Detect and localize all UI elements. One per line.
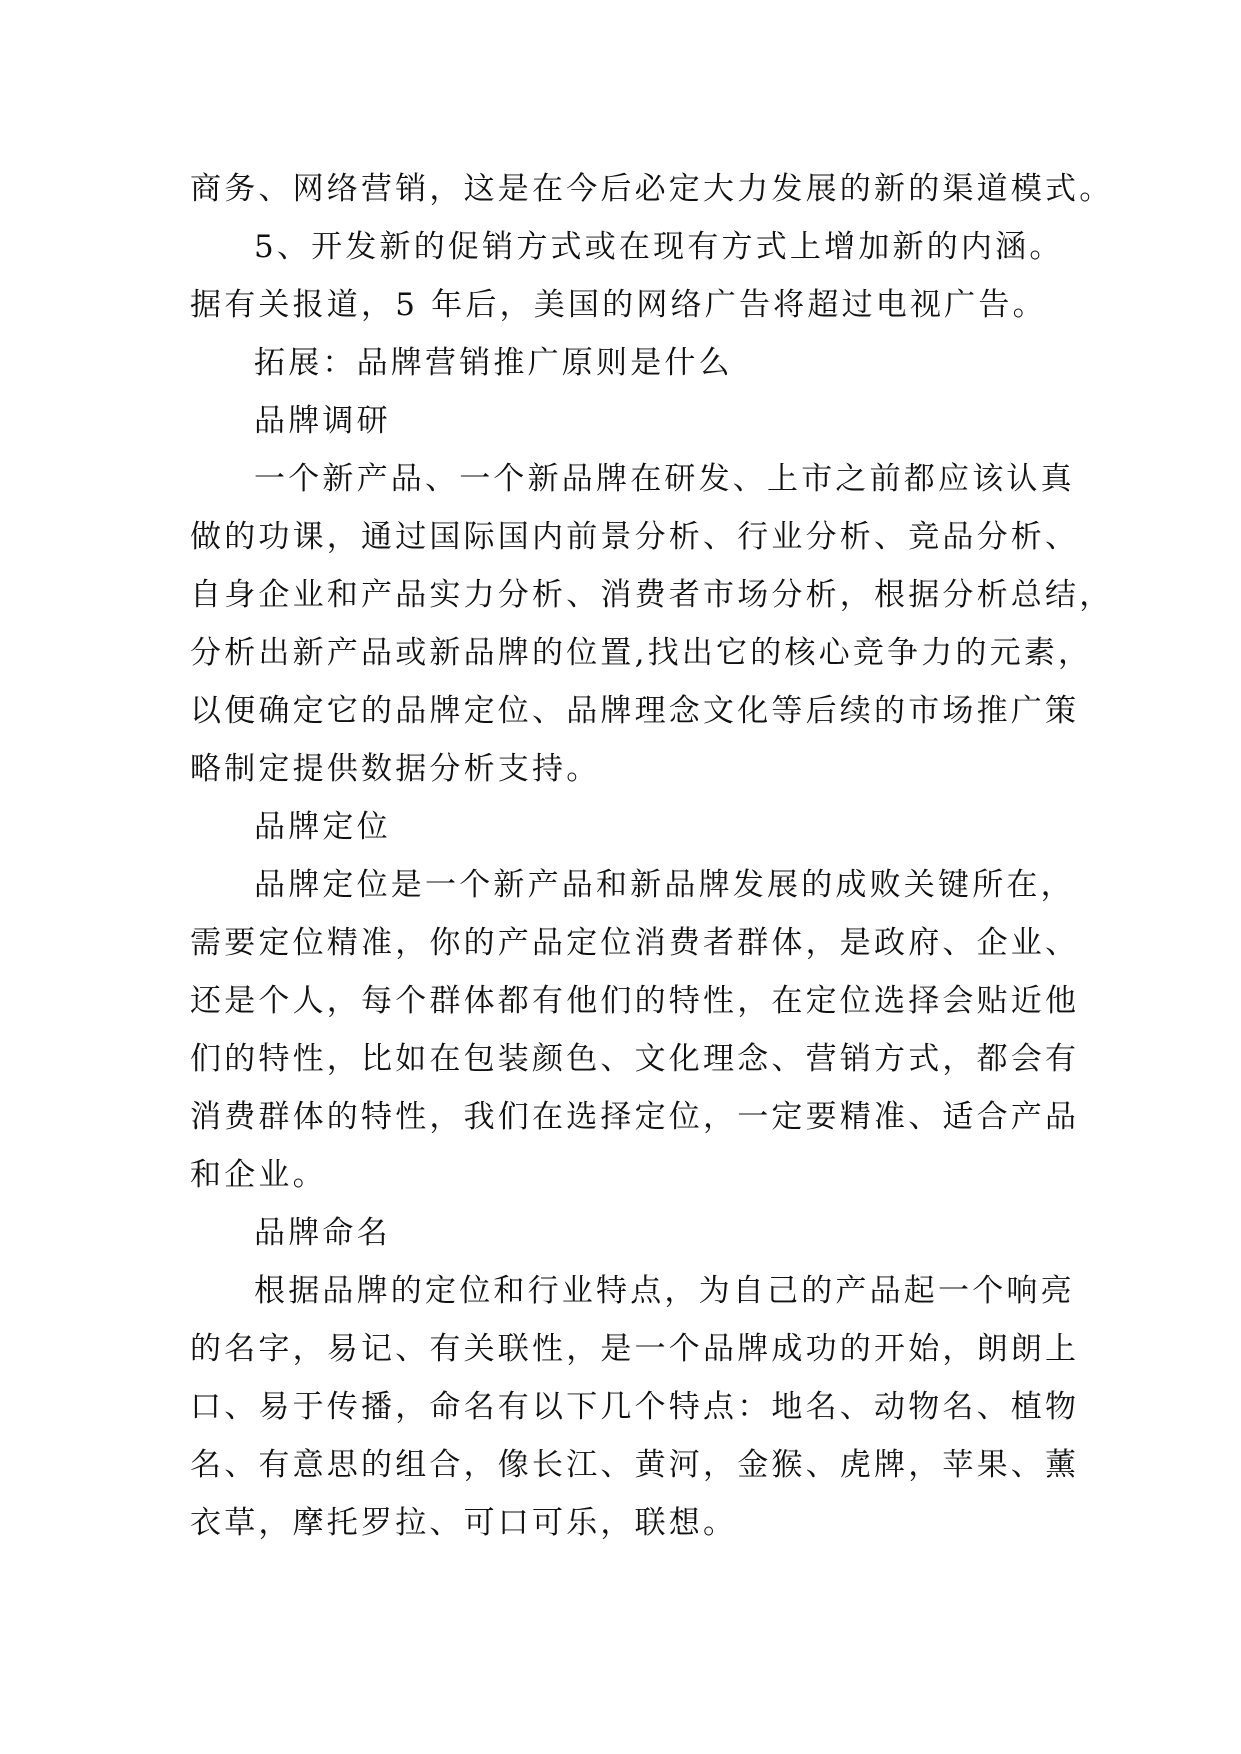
paragraph-line: 们的特性，比如在包装颜色、文化理念、营销方式，都会有 [190, 1041, 1080, 1077]
paragraph-line: 分析出新产品或新品牌的位置,找出它的核心竞争力的元素， [190, 635, 1093, 671]
paragraph-line: 衣草，摩托罗拉、可口可乐，联想。 [190, 1505, 738, 1541]
paragraph-line: 的名字，易记、有关联性，是一个品牌成功的开始，朗朗上 [190, 1331, 1080, 1367]
paragraph-line: 根据品牌的定位和行业特点，为自己的产品起一个响亮 [254, 1273, 1075, 1309]
subheading-brand-positioning: 品牌定位 [254, 809, 391, 845]
paragraph-line: 名、有意思的组合，像长江、黄河，金猴、虎牌，苹果、薰 [190, 1447, 1080, 1483]
paragraph-line: 品牌定位是一个新产品和新品牌发展的成败关键所在， [254, 867, 1075, 903]
section-heading: 拓展：品牌营销推广原则是什么 [254, 345, 733, 381]
paragraph-line: 还是个人，每个群体都有他们的特性，在定位选择会贴近他 [190, 983, 1080, 1019]
paragraph-line: 需要定位精准，你的产品定位消费者群体，是政府、企业、 [190, 925, 1080, 961]
paragraph-line: 口、易于传播，命名有以下几个特点：地名、动物名、植物 [190, 1389, 1080, 1425]
paragraph-line: 消费群体的特性，我们在选择定位，一定要精准、适合产品 [190, 1099, 1080, 1135]
paragraph-line: 一个新产品、一个新品牌在研发、上市之前都应该认真 [254, 461, 1075, 497]
subheading-brand-research: 品牌调研 [254, 403, 391, 439]
text-line: 商务、网络营销，这是在今后必定大力发展的新的渠道模式。 [190, 171, 1114, 207]
text-line: 据有关报道，5 年后，美国的网络广告将超过电视广告。 [190, 287, 1047, 323]
paragraph-line: 和企业。 [190, 1157, 327, 1193]
paragraph-line: 自身企业和产品实力分析、消费者市场分析，根据分析总结， [190, 577, 1114, 613]
paragraph-line: 做的功课，通过国际国内前景分析、行业分析、竞品分析、 [190, 519, 1080, 555]
subheading-brand-naming: 品牌命名 [254, 1215, 391, 1251]
paragraph-line: 略制定提供数据分析支持。 [190, 751, 601, 787]
document-body [190, 160, 1114, 1552]
list-item: 5、开发新的促销方式或在现有方式上增加新的内涵。 [254, 229, 1064, 265]
paragraph-line: 以便确定它的品牌定位、品牌理念文化等后续的市场推广策 [190, 693, 1080, 729]
